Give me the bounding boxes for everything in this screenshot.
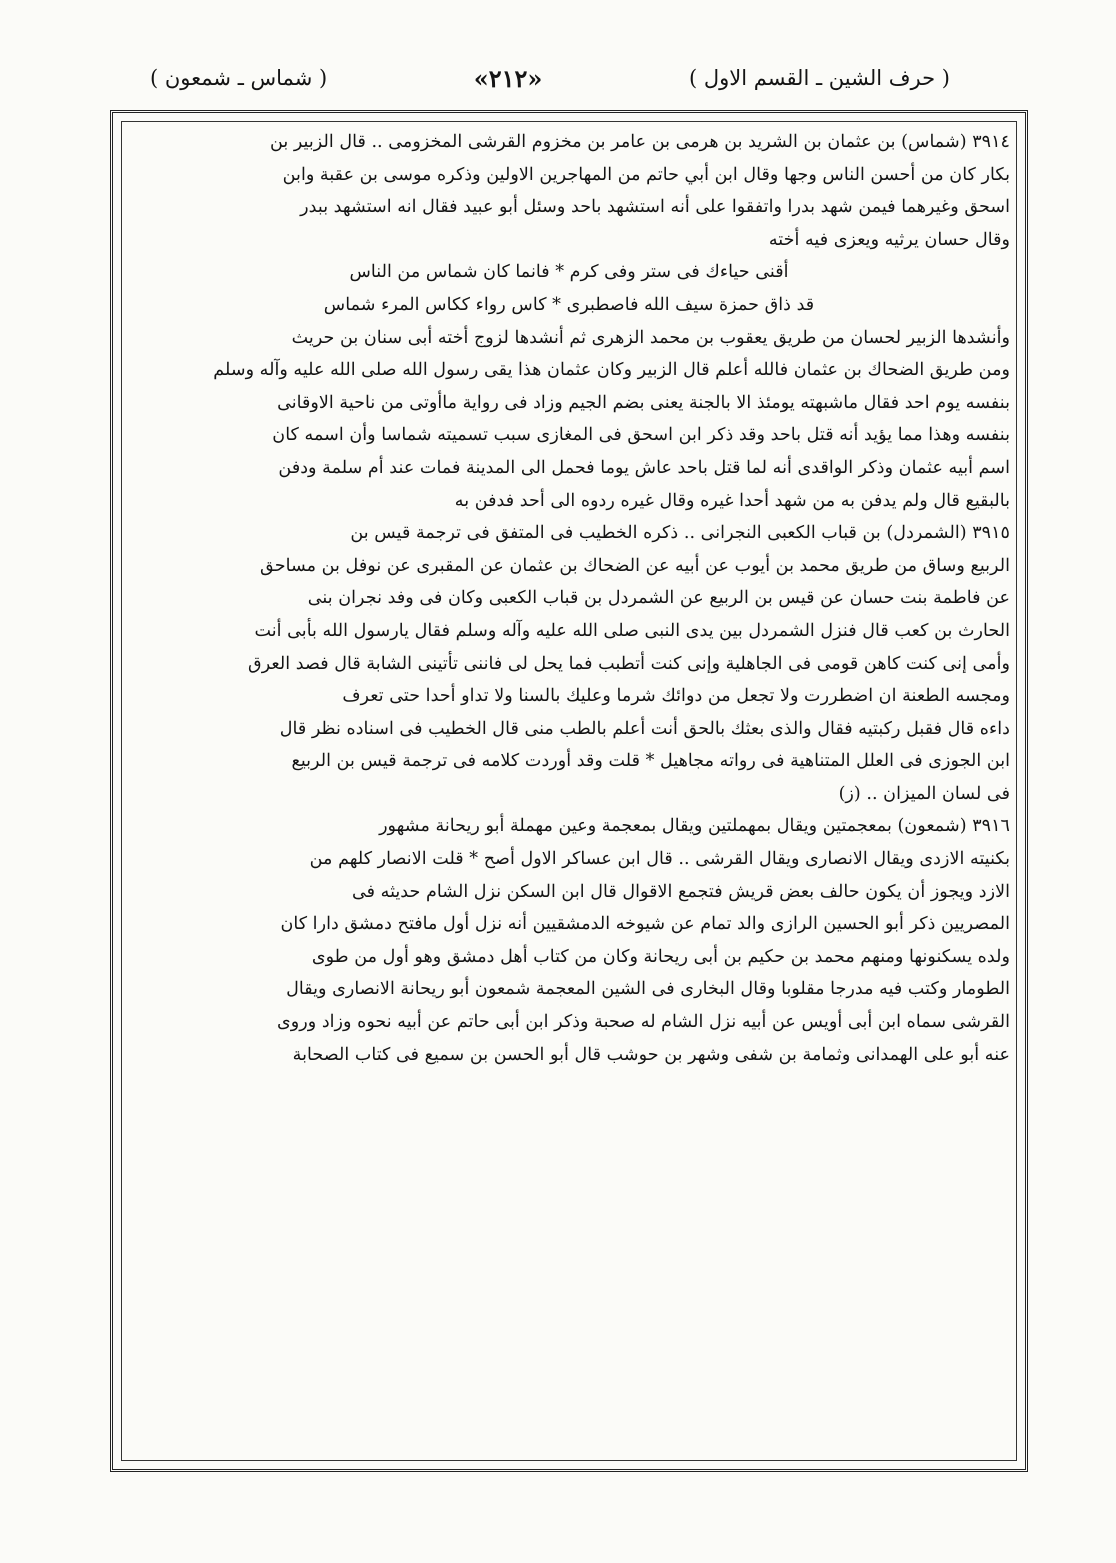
page-number: «٢١٢»: [473, 63, 543, 93]
text-line: ومجسه الطعنة ان اضطررت ولا تجعل من دوائك شرما وعليك بالسنا ولا تداو أحدا حتى تعرف: [342, 686, 1010, 707]
text-line: بنفسه يوم احد فقال ماشبهته يومئذ الا بالجنة يعنى بضم الجيم وزاد فى رواية ماأوتى من ناحية الاوقانى: [277, 392, 1010, 413]
text-line: الطومار وكتب فيه مدرجا مقلوبا وقال البخارى فى الشين المعجمة شمعون أبو ريحانة الانصارى ويقال: [286, 979, 1010, 1000]
text-line: وأنشدها الزبير لحسان من طريق يعقوب بن محمد الزهرى ثم أنشدها لزوج أخته أبى سنان بن حريث: [291, 327, 1010, 348]
text-line: ابن الجوزى فى العلل المتناهية فى رواته مجاهيل * قلت وقد أوردت كلامه فى ترجمة قيس بن الربيع: [291, 751, 1010, 772]
page-body: [128, 126, 1010, 1456]
text-line: بكار كان من أحسن الناس وجها وقال ابن أبي حاتم من المهاجرين الاولين وذكره موسى بن عقبة وابن: [282, 164, 1010, 185]
header-entry-range: ( شماس ـ شمعون ): [150, 66, 328, 90]
text-line: اسحق وغيرهما فيمن شهد بدرا واتفقوا على أنه استشهد باحد وسئل أبو عبيد فقال انه استشهد ببدر: [300, 197, 1010, 218]
text-line: فى لسان الميزان .. (ز): [838, 783, 1010, 804]
text-line: عن فاطمة بنت حسان عن قيس بن الربيع عن الشمردل بن قباب الكعبى وكان فى وفد نجران بنى: [307, 588, 1010, 609]
text-line: بالبقيع قال ولم يدفن به من شهد أحدا غيره وقال غيره ردوه الى أحد فدفن به: [454, 490, 1010, 511]
text-line: المصريين ذكر أبو الحسين الرازى والد تمام عن شيوخه الدمشقيين أنه نزل أول مافتح دمشق دارا كان: [280, 914, 1010, 935]
header-chapter-title: ( حرف الشين ـ القسم الاول ): [688, 66, 950, 90]
poem-verse: أقنى حياءك فى ستر وفى كرم * فانما كان شماس من الناس: [349, 262, 789, 283]
text-line: وأمى إنى كنت كاهن قومى فى الجاهلية وإنى كنت أتطبب فما يحل لى فاننى تأتينى الشابة قال فصد العرق: [248, 653, 1010, 674]
text-line: ٣٩١٤ (شماس) بن عثمان بن الشريد بن هرمى بن عامر بن مخزوم القرشى المخزومى .. قال الزبير بن: [269, 132, 1010, 152]
text-line: اسم أبيه عثمان وذكر الواقدى أنه لما قتل باحد عاش يوما فحمل الى المدينة فمات عند أم سلمة ودفن: [278, 457, 1010, 478]
text-line: بكنيته الازدى ويقال الانصارى ويقال القرشى .. قال ابن عساكر الاول أصح * قلت الانصار كلهم من: [309, 849, 1010, 870]
text-line: ولده يسكنونها ومنهم محمد بن حكيم بن أبى ريحانة وكان من كتاب أهل دمشق وهو أول من طوى: [311, 946, 1010, 967]
text-line: ومن طريق الضحاك بن عثمان فالله أعلم قال الزبير وكان عثمان هذا يقى رسول الله صلى الله عليه وآله وسلم: [213, 360, 1010, 381]
poem-verse: قد ذاق حمزة سيف الله فاصطبرى * كاس رواء ككاس المرء شماس: [323, 294, 815, 315]
text-line: الحارث بن كعب قال فنزل الشمردل بين يدى النبى صلى الله عليه وآله وسلم فقال يارسول الله بأبى أنت: [254, 620, 1010, 641]
text-line: ٣٩١٥ (الشمردل) بن قباب الكعبى النجرانى .. ذكره الخطيب فى المتفق فى ترجمة قيس بن: [350, 523, 1010, 544]
text-line: الازد ويجوز أن يكون حالف بعض قريش فتجمع الاقوال قال ابن السكن نزل الشام حديثه فى: [352, 881, 1010, 902]
text-line: بنفسه وهذا مما يؤيد أنه قتل باحد وقد ذكر ابن اسحق فى المغازى سبب تسميته شماسا وأن اسمه كان: [272, 425, 1010, 446]
page-header: [150, 58, 950, 98]
text-line: داءه قال فقبل ركبتيه فقال والذى بعثك بالحق أنت أعلم بالطب منى قال الخطيب فى اسناده نظر قال: [279, 718, 1010, 739]
text-line: ٣٩١٦ (شمعون) بمعجمتين ويقال بمهملتين ويقال بمعجمة وعين مهملة أبو ريحانة مشهور: [379, 816, 1010, 837]
text-line: الربيع وساق من طريق محمد بن أيوب عن أبيه عن الضحاك بن عثمان عن المقبرى عن نوفل بن مساحق: [260, 555, 1010, 576]
text-line: عنه أبو على الهمدانى وثمامة بن شفى وشهر بن حوشب قال أبو الحسن بن سميع فى كتاب الصحابة: [292, 1044, 1010, 1065]
text-line: وقال حسان يرثيه ويعزى فيه أخته: [768, 229, 1010, 250]
text-line: القرشى سماه ابن أبى أويس عن أبيه نزل الشام له صحبة وذكر ابن أبى حاتم عن أبيه نحوه وزاد وروى: [276, 1012, 1010, 1033]
